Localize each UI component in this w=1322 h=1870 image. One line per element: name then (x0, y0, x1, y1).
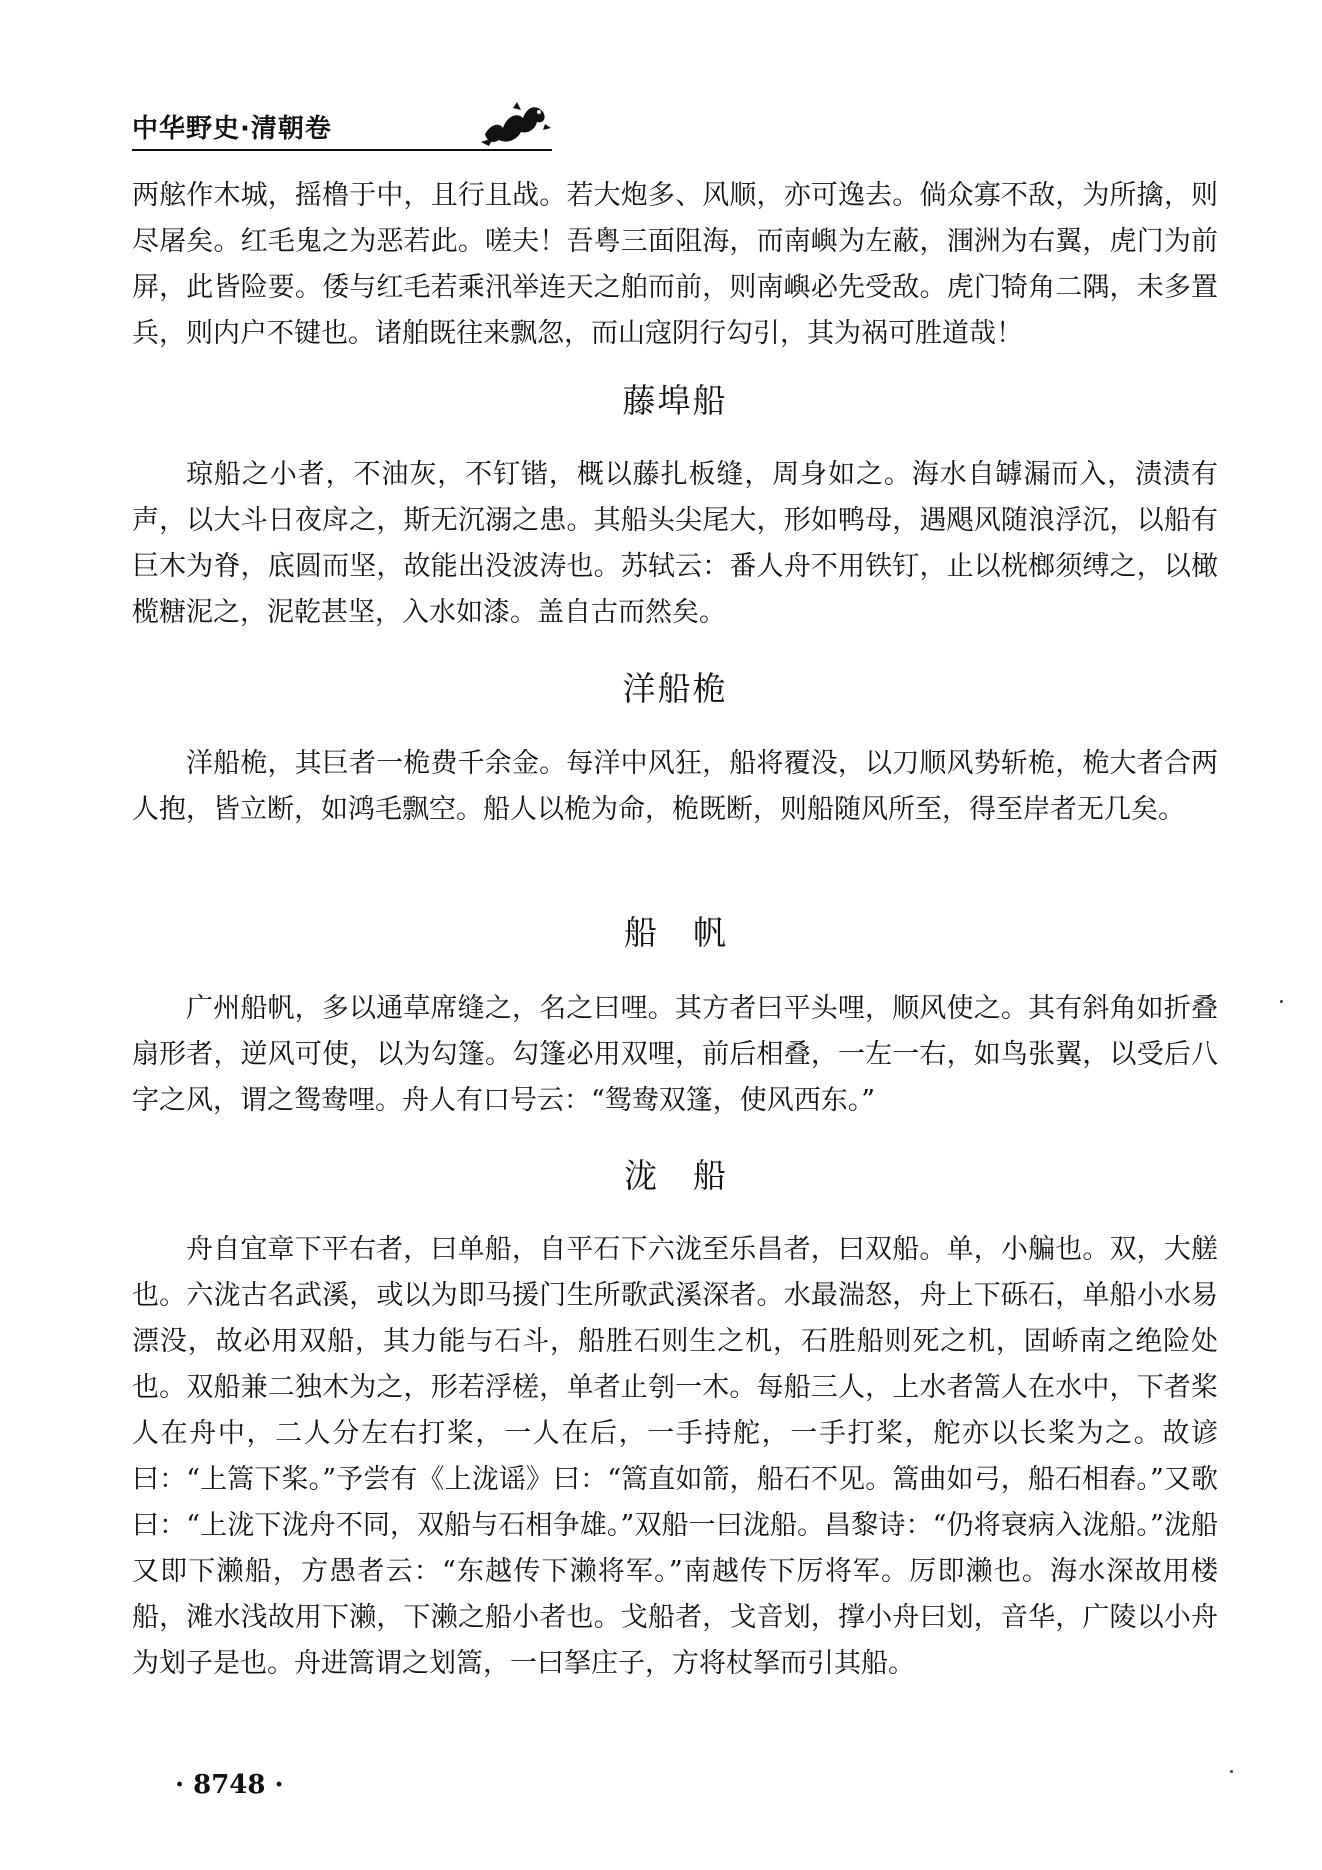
running-header (132, 94, 552, 156)
paragraph-continuation: 两舷作木城，摇橹于中，且行且战。若大炮多、风顺，亦可逸去。倘众寡不敌，为所擒，则尽屠矣。红毛鬼之为恶若此。嗟夫！吾粤三面阻海，而南嶼为左蔽，涠洲为右翼，虎门为前屏，此皆险要。倭与红毛若乘汛举连天之舶而前，则南嶼必先受敌。虎门犄角二隅，未多置兵，则内户不键也。诸舶既往来飘忽，而山寇阴行勾引，其为祸可胜道哉！ (132, 180, 1218, 349)
dragon-emblem-icon (477, 94, 552, 150)
section-title-tengbu-boat: 藤埠船 (622, 381, 728, 420)
header-rule (132, 149, 552, 151)
scan-speck (1230, 1770, 1233, 1773)
section-body-ship-sail: 广州船帆，多以通草席缝之，名之曰哩。其方者曰平头哩，顺风使之。其有斜角如折叠扇形者，逆风可使，以为勾篷。勾篷必用双哩，前后相叠，一左一右，如鸟张翼，以受后八字之风，谓之鸳鸯哩。舟人有口号云：“鸳鸯双篷，使风西东。” (132, 993, 1218, 1116)
scan-speck (1280, 1000, 1283, 1003)
section-body-tengbu-boat: 琼船之小者，不油灰，不钉锴，概以藤扎板缝，周身如之。海水自罅漏而入，渍渍有声，以大斗日夜戽之，斯无沉溺之患。其船头尖尾大，形如鸭母，遇飓风随浪浮沉，以船有巨木为脊，底圆而坚，故能出没波涛也。苏轼云：番人舟不用铁钉，止以桄榔须缚之，以橄榄糖泥之，泥乾甚坚，入水如漆。盖自古而然矣。 (132, 459, 1218, 628)
section-title-ship-mast: 洋船桅 (622, 669, 728, 708)
section-body-rapids-boat: 舟自宜章下平右者，曰单船，自平石下六泷至乐昌者，曰双船。单，小艑也。双，大艖也。六泷古名武溪，或以为即马援门生所歌武溪深者。水最湍怒，舟上下砾石，单船小水易漂没，故必用双船，其力能与石斗，船胜石则生之机，石胜船则死之机，固峤南之绝险处也。双船兼二独木为之，形若浮槎，单者止刳一木。每船三人，上水者篙人在水中，下者桨人在舟中，二人分左右打桨，一人在后，一手持舵，一手打桨，舵亦以长桨为之。故谚曰：“上篙下桨。”予尝有《上泷谣》曰：“篙直如箭，船石不见。篙曲如弓，船石相舂。”又歌曰：“上泷下泷舟不同，双船与石相争雄。”双船一曰泷船。昌黎诗：“仍将衰病入泷船。”泷船又即下濑船，方愚者云：“东越传下濑将军。”南越传下厉将军。厉即濑也。海水深故用楼船，滩水浅故用下濑，下濑之船小者也。戈船者，戈音划，撑小舟曰划，音华，广陵以小舟为划子是也。舟进篙谓之划篙，一曰拏庄子，方将杖拏而引其船。 (132, 1234, 1218, 1679)
page-number: · 8748 · (175, 1770, 284, 1800)
section-title-rapids-boat: 泷船 (624, 1156, 762, 1195)
section-body-ship-mast: 洋船桅，其巨者一桅费千余金。每洋中风狂，船将覆没，以刀顺风势斩桅，桅大者合两人抱，皆立断，如鸿毛飘空。船人以桅为命，桅既断，则船随风所至，得至岸者无几矣。 (132, 748, 1218, 825)
book-title: 中华野史·清朝卷 (132, 114, 332, 144)
section-title-ship-sail: 船帆 (624, 913, 762, 952)
